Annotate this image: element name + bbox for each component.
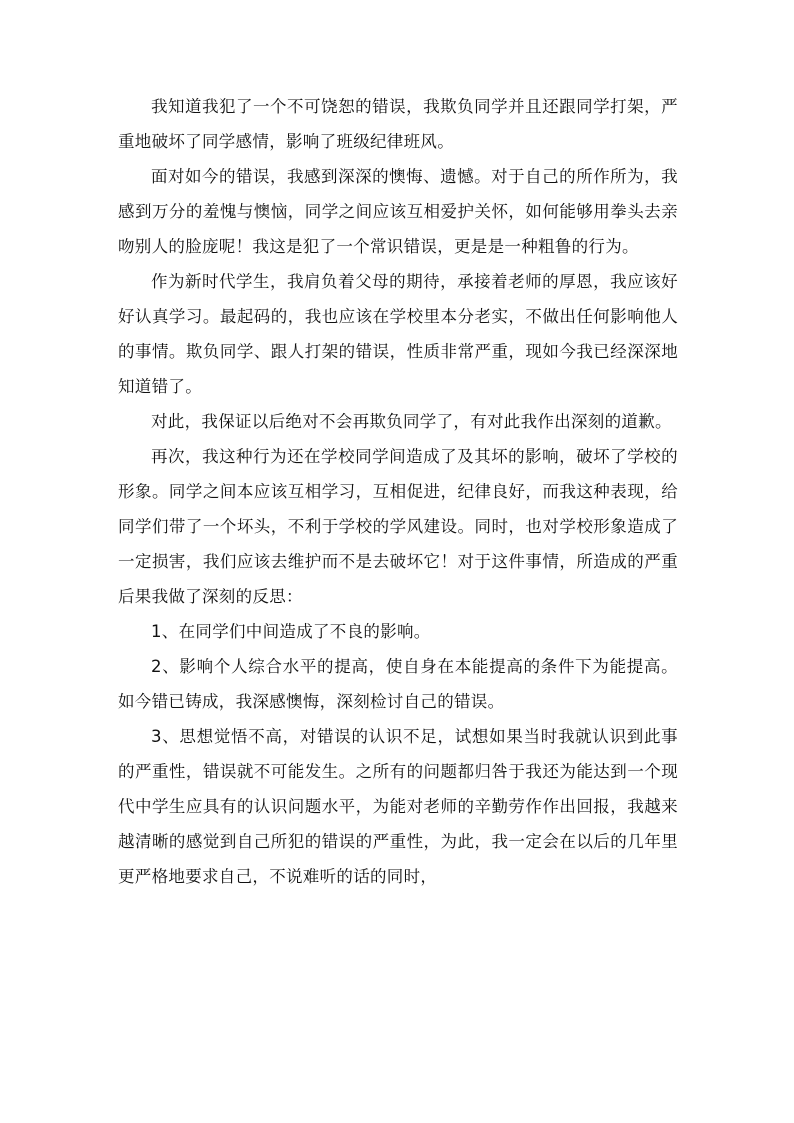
paragraph: 作为新时代学生，我肩负着父母的期待，承接着老师的厚恩，我应该好好认真学习。最起码的，我也应该在学校里本分老实，不做出任何影响他人的事情。欺负同学、跟人打架的错误，性质非常严重，现如今我已经深深地知道错了。 bbox=[118, 272, 678, 396]
document-body bbox=[118, 89, 678, 894]
paragraph: 对此，我保证以后绝对不会再欺负同学了，有对此我作出深刻的道歉。 bbox=[151, 412, 672, 431]
list-item: 1、在同学们中间造成了不良的影响。 bbox=[151, 622, 431, 641]
paragraph: 再次，我这种行为还在学校同学间造成了及其坏的影响，破坏了学校的形象。同学之间本应该互相学习，互相促进，纪律良好，而我这种表现，给同学们带了一个坏头，不利于学校的学风建设。同时，也对学校形象造成了一定损害，我们应该去维护而不是去破坏它！对于这件事情，所造成的严重后果我做了深刻的反思： bbox=[118, 447, 678, 606]
list-item: 2、影响个人综合水平的提高，使自身在本能提高的条件下为能提高。如今错已铸成，我深感懊悔，深刻检讨自己的错误。 bbox=[118, 657, 678, 711]
paragraph: 我知道我犯了一个不可饶恕的错误，我欺负同学并且还跟同学打架，严重地破坏了同学感情，影响了班级纪律班风。 bbox=[118, 97, 678, 151]
paragraph: 面对如今的错误，我感到深深的懊悔、遗憾。对于自己的所作所为，我感到万分的羞愧与懊恼，同学之间应该互相爱护关怀，如何能够用拳头去亲吻别人的脸庞呢！我这是犯了一个常识错误，更是是一种粗鲁的行为。 bbox=[118, 167, 678, 256]
list-item: 3、思想觉悟不高，对错误的认识不足，试想如果当时我就认识到此事的严重性，错误就不可能发生。之所有的问题都归咎于我还为能达到一个现代中学生应具有的认识问题水平，为能对老师的辛勤劳作作出回报，我越来越清晰的感觉到自己所犯的错误的严重性，为此，我一定会在以后的几年里更严格地要求自己，不说难听的话的同时， bbox=[118, 727, 678, 886]
